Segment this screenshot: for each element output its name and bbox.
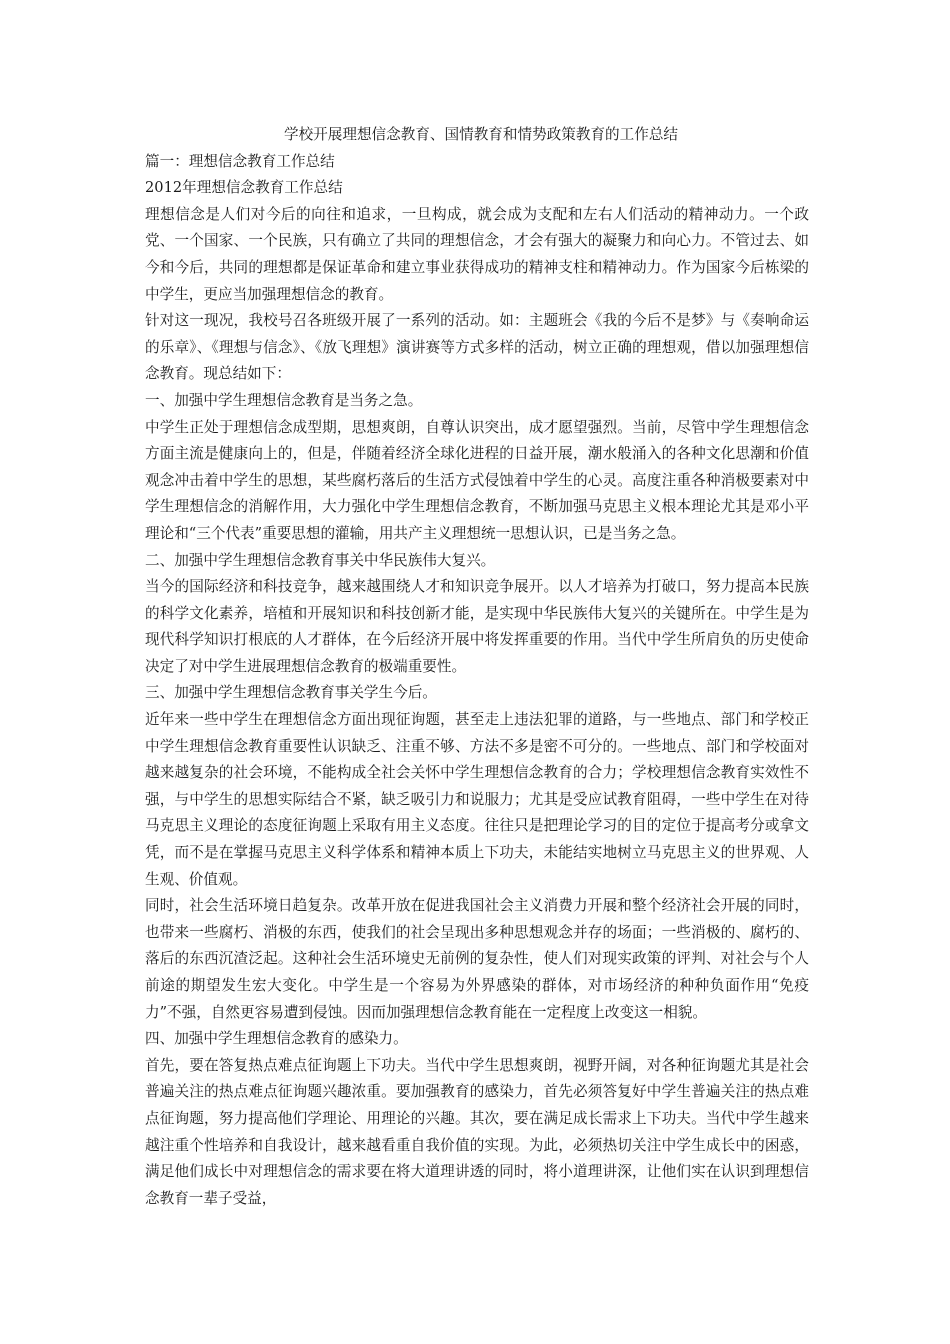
section-heading: 三、加强中学生理想信念教育事关学生今后。 <box>145 684 437 702</box>
section-heading: 篇一：理想信念教育工作总结 <box>145 152 335 170</box>
section-heading: 二、加强中学生理想信念教育事关中华民族伟大复兴。 <box>145 551 496 569</box>
document-title: 学校开展理想信念教育、国情教育和情势政策教育的工作总结 <box>283 126 679 143</box>
paragraph: 当今的国际经济和科技竞争，越来越围绕人才和知识竞争展开。以人才培养为打破口，努力提高本民族的科学文化素养，培植和开展知识和科技创新才能，是实现中华民族伟大复兴的关键所在。中学生是为现代科学知识打根底的人才群体，在今后经济开展中将发挥重要的作用。当代中学生所肩负的历史使命决定了对中学生进展理想信念教育的极端重要性。 <box>145 578 809 675</box>
paragraph: 近年来一些中学生在理想信念方面出现征询题，甚至走上违法犯罪的道路，与一些地点、部门和学校正中学生理想信念教育重要性认识缺乏、注重不够、方法不多是密不可分的。一些地点、部门和学校面对越来越复杂的社会环境，不能构成全社会关怀中学生理想信念教育的合力；学校理想信念教育实效性不强，与中学生的思想实际结合不紧，缺乏吸引力和说服力；尤其是受应试教育阻碍，一些中学生在对待马克思主义理论的态度征询题上采取有用主义态度。往往只是把理论学习的目的定位于提高考分或拿文凭，而不是在掌握马克思主义科学体系和精神本质上下功夫，未能结实地树立马克思主义的世界观、人生观、价值观。 <box>145 711 809 888</box>
paragraph: 同时，社会生活环境日趋复杂。改革开放在促进我国社会主义消费力开展和整个经济社会开展的同时，也带来一些腐朽、消极的东西，使我们的社会呈现出多种思想观念并存的场面；一些消极的、腐朽的、落后的东西沉渣泛起。这种社会生活环境史无前例的复杂性，使人们对现实政策的评判、对社会与个人前途的期望发生宏大变化。中学生是一个容易为外界感染的群体，对市场经济的种种负面作用“免疫力”不强，自然更容易遭到侵蚀。因而加强理想信念教育能在一定程度上改变这一相貌。 <box>145 897 809 1021</box>
subheading: 2012年理想信念教育工作总结 <box>145 179 343 197</box>
section-heading: 一、加强中学生理想信念教育是当务之急。 <box>145 391 423 409</box>
paragraph: 首先，要在答复热点难点征询题上下功夫。当代中学生思想爽朗，视野开阔，对各种征询题尤其是社会普遍关注的热点难点征询题兴趣浓重。要加强教育的感染力，首先必须答复好中学生普遍关注的热点难点征询题，努力提高他们学理论、用理论的兴趣。其次，要在满足成长需求上下功夫。当代中学生越来越注重个性培养和自我设计，越来越看重自我价值的实现。为此，必须热切关注中学生成长中的困惑，满足他们成长中对理想信念的需求要在将大道理讲透的同时，将小道理讲深，让他们实在认识到理想信念教育一辈子受益， <box>145 1056 809 1207</box>
document-body <box>145 122 809 1212</box>
paragraph: 中学生正处于理想信念成型期，思想爽朗，自尊认识突出，成才愿望强烈。当前，尽管中学生理想信念方面主流是健康向上的，但是，伴随着经济全球化进程的日益开展，潮水般涌入的各种文化思潮和价值观念冲击着中学生的思想，某些腐朽落后的生活方式侵蚀着中学生的心灵。高度注重各种消极要素对中学生理想信念的消解作用，大力强化中学生理想信念教育，不断加强马克思主义根本理论尤其是邓小平理论和“三个代表”重要思想的灌输，用共产主义理想统一思想认识，已是当务之急。 <box>145 418 809 542</box>
paragraph: 针对这一现况，我校号召各班级开展了一系列的活动。如：主题班会《我的今后不是梦》与《奏响命运的乐章》、《理想与信念》、《放飞理想》演讲赛等方式多样的活动，树立正确的理想观，借以加强理想信念教育。现总结如下： <box>145 312 809 383</box>
paragraph: 理想信念是人们对今后的向往和追求，一旦构成，就会成为支配和左右人们活动的精神动力。一个政党、一个国家、一个民族，只有确立了共同的理想信念，才会有强大的凝聚力和向心力。不管过去、如今和今后，共同的理想都是保证革命和建立事业获得成功的精神支柱和精神动力。作为国家今后栋梁的中学生，更应当加强理想信念的教育。 <box>145 205 809 303</box>
section-heading: 四、加强中学生理想信念教育的感染力。 <box>145 1030 408 1048</box>
